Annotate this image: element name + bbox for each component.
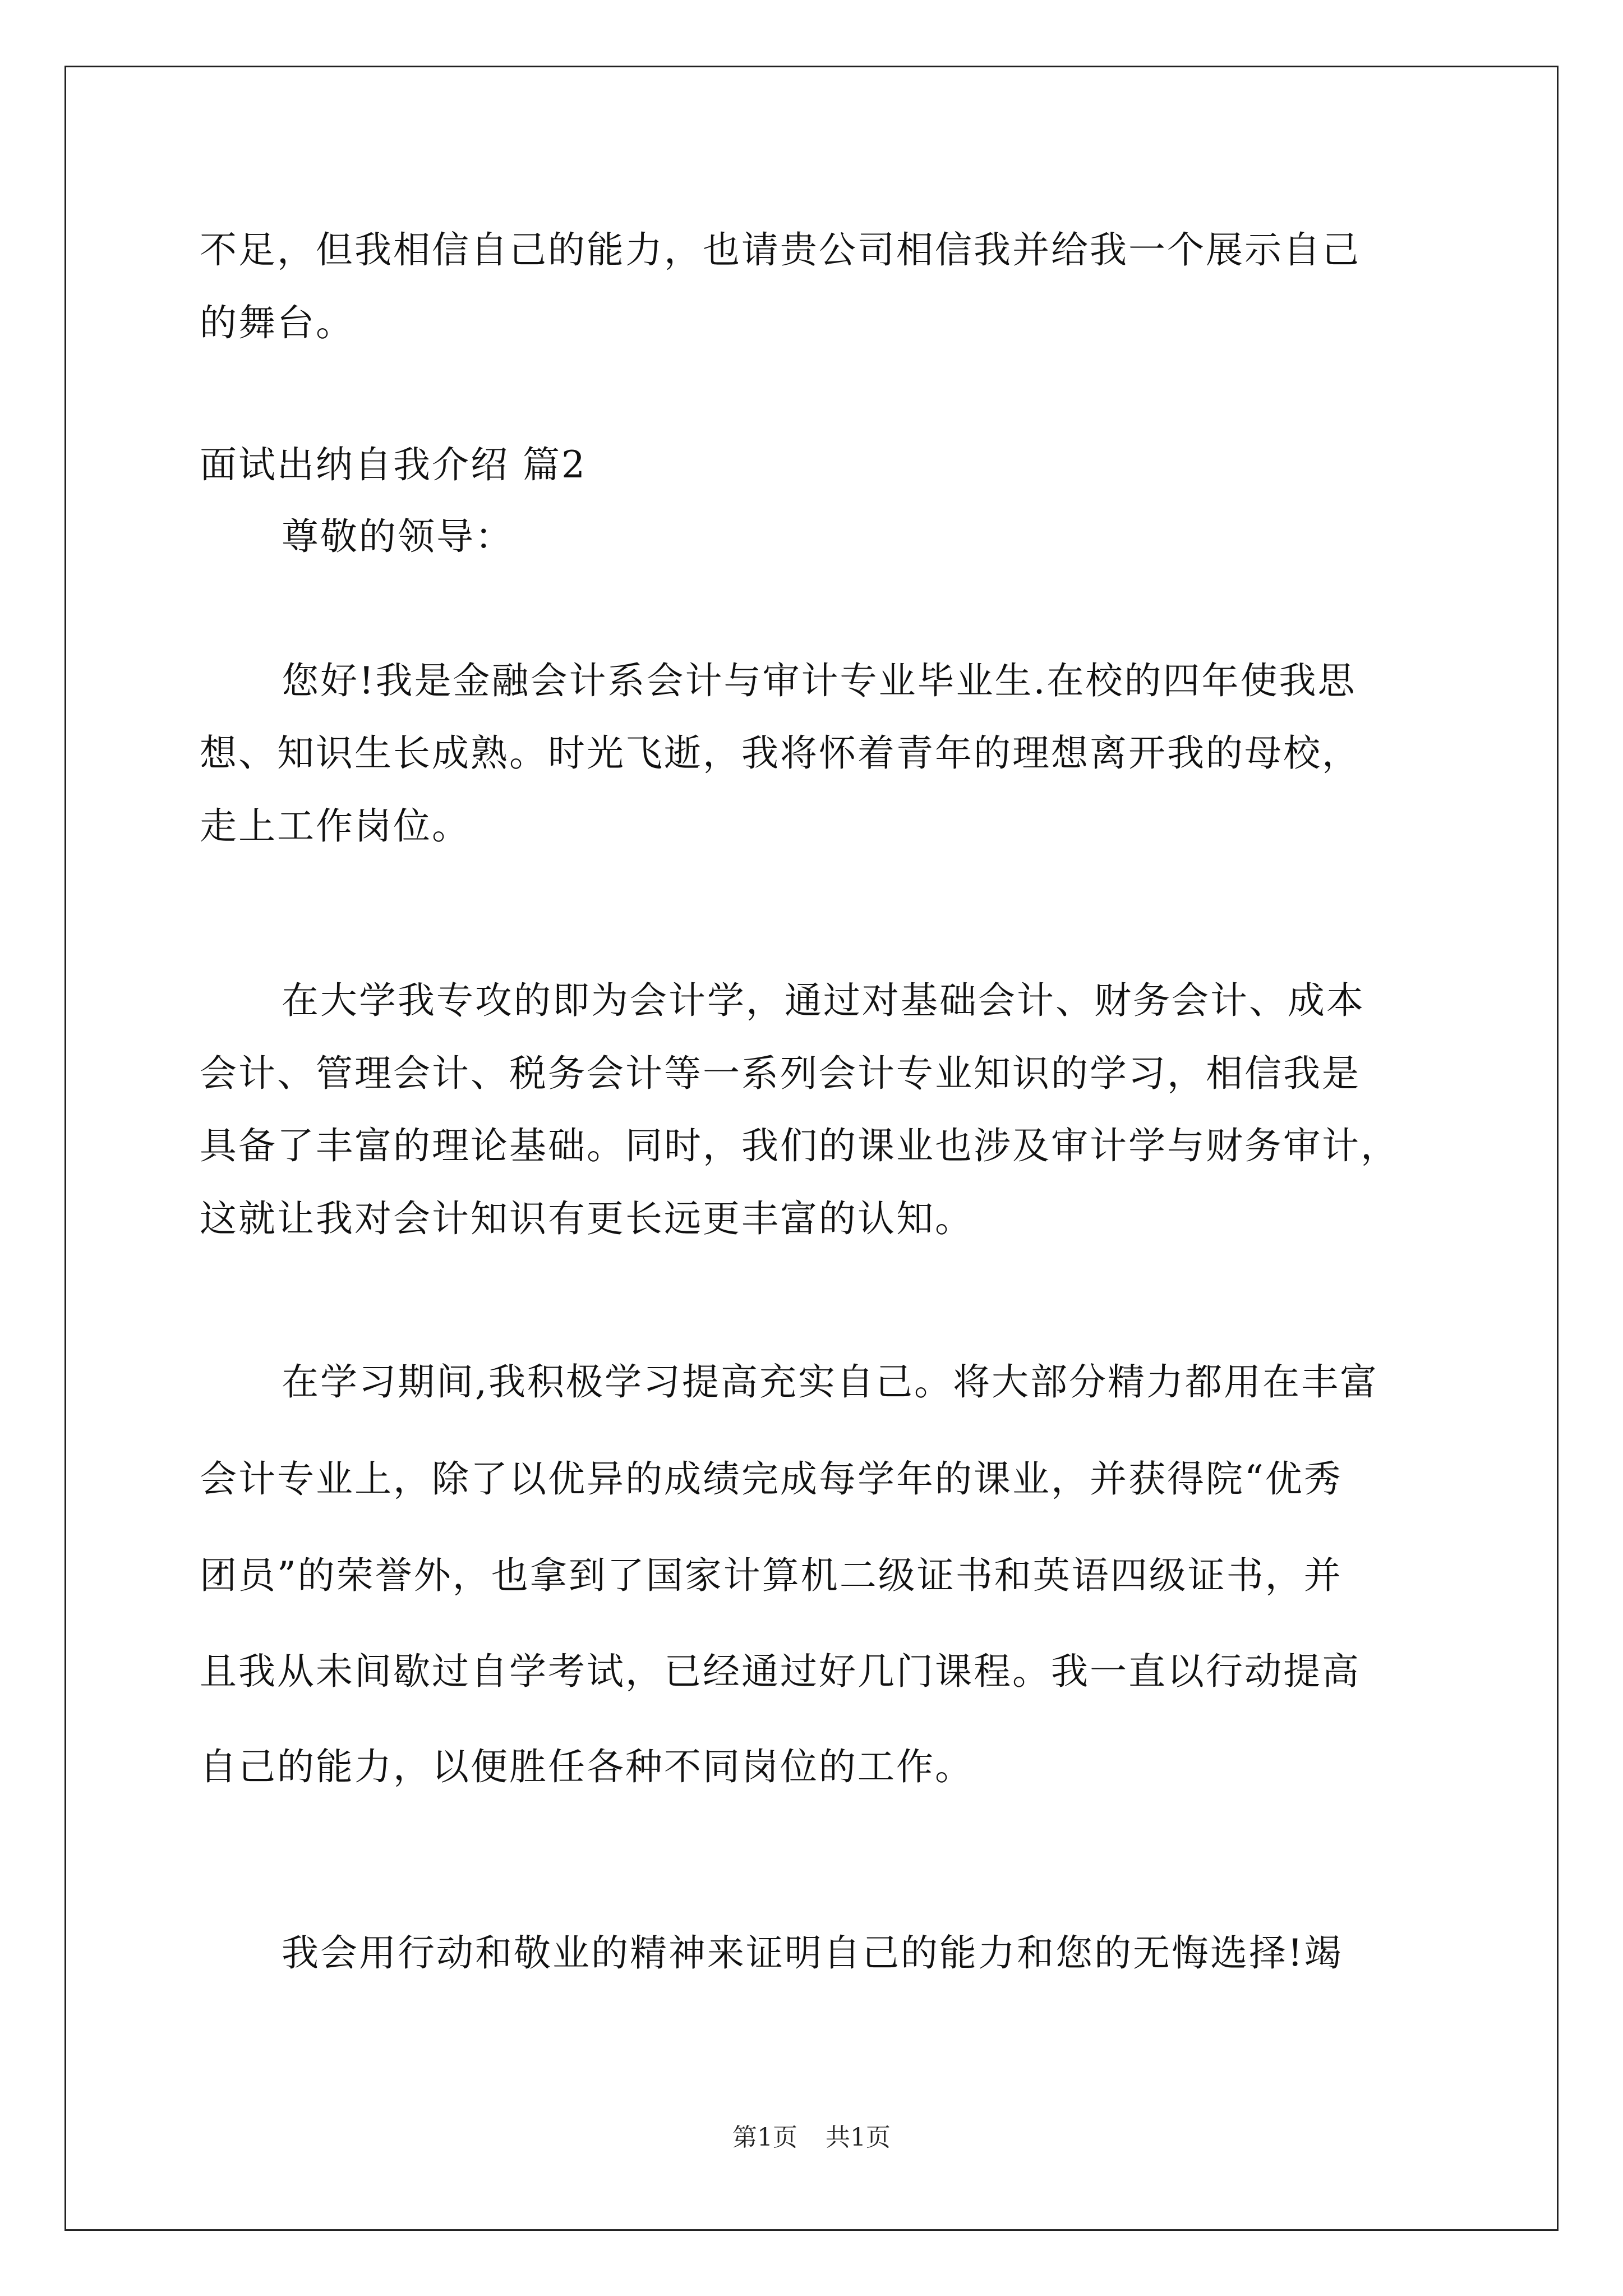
section-heading: 面试出纳自我介绍 篇2 [200, 443, 587, 486]
text-line: 团员”的荣誉外，也拿到了国家计算机二级证书和英语四级证书，并 [200, 1554, 1343, 1597]
text-line: 自己的能力，以便胜任各种不同岗位的工作。 [200, 1745, 974, 1788]
text-line: 的舞台。 [200, 301, 354, 344]
text-line: 在大学我专攻的即为会计学，通过对基础会计、财务会计、成本 [282, 979, 1365, 1022]
text-line: 走上工作岗位。 [200, 804, 471, 848]
text-line: 不足，但我相信自己的能力，也请贵公司相信我并给我一个展示自己 [200, 228, 1361, 272]
page-footer [0, 2125, 1623, 2150]
text-line: 且我从未间歇过自学考试，已经通过好几门课程。我一直以行动提高 [200, 1650, 1361, 1693]
text-line: 这就让我对会计知识有更长远更丰富的认知。 [200, 1197, 974, 1240]
text-line: 您好!我是金融会计系会计与审计专业毕业生.在校的四年使我思 [282, 659, 1357, 702]
text-line: 会计专业上，除了以优异的成绩完成每学年的课业，并获得院“优秀 [200, 1457, 1343, 1501]
text-line: 想、知识生长成熟。时光飞逝，我将怀着青年的理想离开我的母校， [200, 731, 1361, 775]
text-line: 会计、管理会计、税务会计等一系列会计专业知识的学习，相信我是 [200, 1052, 1361, 1095]
salutation: 尊敬的领导： [282, 515, 514, 558]
page-number: 第1页 [732, 2123, 797, 2152]
text-line: 我会用行动和敬业的精神来证明自己的能力和您的无悔选择!竭 [282, 1931, 1343, 1975]
text-line: 在学习期间,我积极学习提高充实自己。将大部分精力都用在丰富 [282, 1360, 1378, 1404]
page-total: 共1页 [826, 2123, 891, 2152]
text-line: 具备了丰富的理论基础。同时，我们的课业也涉及审计学与财务审计， [200, 1124, 1399, 1167]
